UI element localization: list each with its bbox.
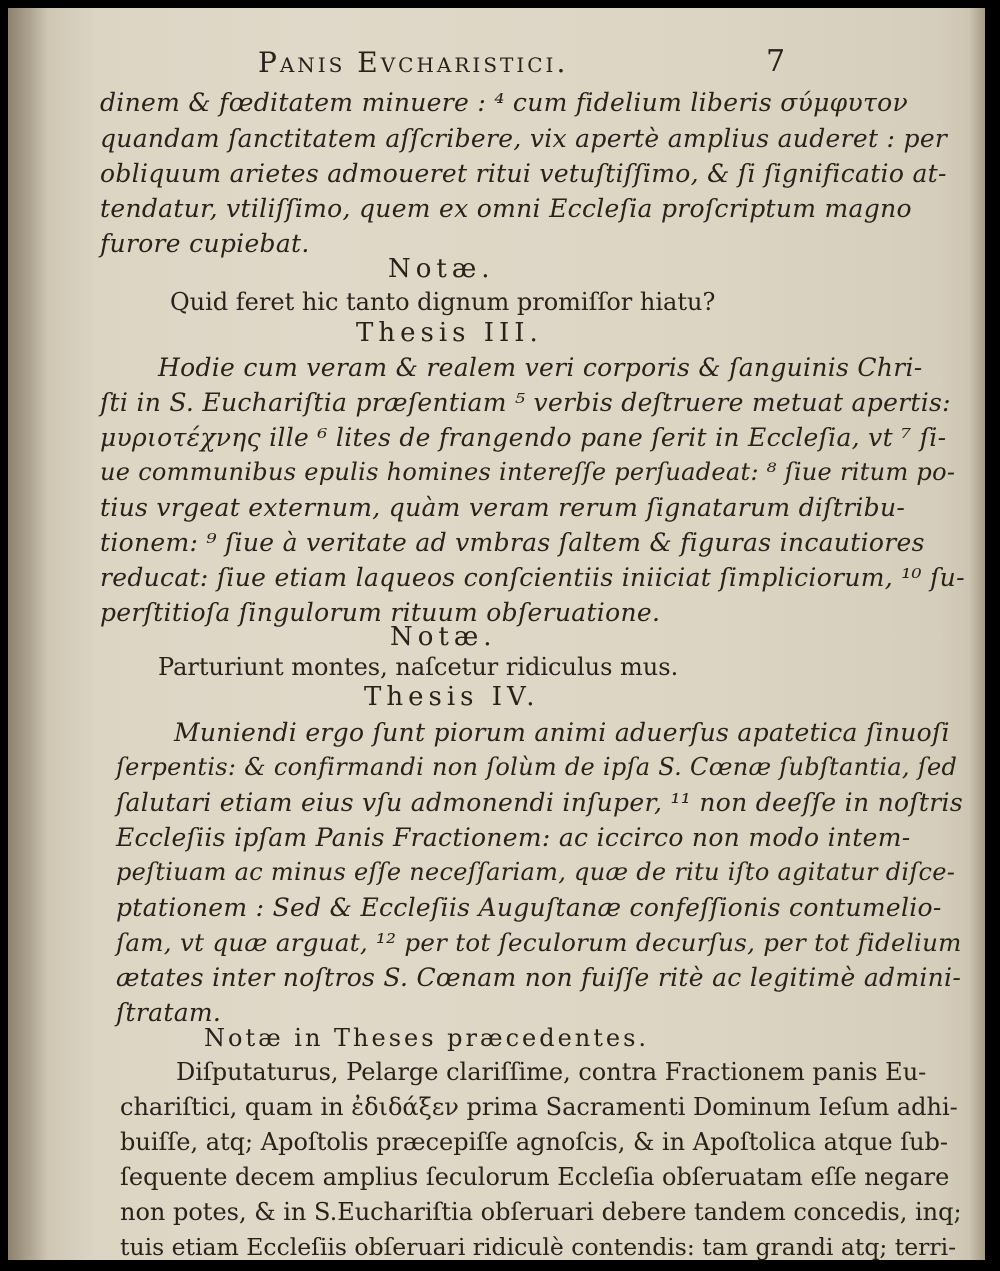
text-line: Diſputaturus, Pelarge clariſſime, contra Fractionem panis Eu- (176, 1058, 927, 1086)
thesis-heading: Thesis III. (356, 318, 543, 348)
thesis-heading: Thesis IV. (364, 682, 540, 712)
text-line: ſerpentis: & confirmandi non ſolùm de ipſa S. Cœnæ ſubſtantia, ſed (116, 753, 958, 781)
page-number: 7 (766, 44, 786, 79)
notae-heading: Notæ. (388, 254, 495, 284)
text-line: ſam, vt quæ arguat, ¹² per tot ſeculorum decurſus, per tot fidelium (116, 928, 962, 957)
notae-text: Quid feret hic tanto dignum promiſſor hiatu? (170, 288, 716, 316)
text-line: quandam ſanctitatem aſſcribere, vix apertè amplius auderet : per (100, 124, 948, 153)
text-line: μυριοτέχνης ille ⁶ lites de frangendo pane ſerit in Eccleſia, vt ⁷ ſi- (100, 423, 947, 452)
text-line: ſti in S. Euchariſtia præſentiam ⁵ verbis deſtruere metuat apertis: (100, 388, 951, 417)
text-line: non potes, & in S.Euchariſtia obſeruari debere tandem concedis, inq; (120, 1198, 962, 1226)
text-line: ſalutari etiam eius vſu admonendi inſuper, ¹¹ non deeſſe in noſtris (116, 788, 963, 817)
text-line: obliquum arietes admoueret ritui vetuſtiſſimo, & ſi ſignificatio at- (100, 159, 947, 188)
text-line: peſtiuam ac minus eſſe neceſſariam, quæ de ritu iſto agitatur diſce- (116, 858, 956, 886)
text-line: dinem & fœditatem minuere : ⁴ cum fidelium liberis σύμφυτον (100, 88, 908, 117)
page-text (8, 8, 985, 1260)
text-line: Muniendi ergo ſunt piorum animi aduerſus apatetica ſinuoſi (174, 718, 950, 747)
book-page (8, 8, 985, 1260)
text-line: ætates inter noſtros S. Cœnam non fuiſſe ritè ac legitimè admini- (116, 963, 962, 992)
text-line: buiſſe, atq; Apoſtolis præcepiſſe agnoſcis, & in Apoſtolica atque ſub- (120, 1128, 949, 1156)
text-line: ptationem : Sed & Eccleſiis Auguſtanæ confeſſionis contumelio- (116, 893, 942, 922)
text-line: reducat: ſiue etiam laqueos conſcientiis iniiciat ſimpliciorum, ¹⁰ ſu- (100, 563, 965, 592)
text-line: Hodie cum veram & realem veri corporis & ſanguinis Chri- (158, 353, 923, 382)
text-line: tius vrgeat externum, quàm veram rerum ſignatarum diſtribu- (100, 493, 906, 522)
text-line: chariſtici, quam in ἐδιδάξεν prima Sacramenti Dominum Ieſum adhi- (120, 1093, 958, 1121)
text-line: ue communibus epulis homines intereſſe perſuadeat: ⁸ ſiue ritum po- (100, 458, 956, 486)
text-line: tionem: ⁹ ſiue à veritate ad vmbras ſaltem & figuras incautiores (100, 528, 925, 557)
text-line: tuis etiam Eccleſiis obſeruari ridiculè contendis: tam grandi atq; terri- (120, 1233, 957, 1260)
notae-heading: Notæ. (390, 622, 497, 652)
text-line: tendatur, vtiliſſimo, quem ex omni Eccleſia proſcriptum magno (100, 194, 912, 223)
notae-heading: Notæ in Theses præcedentes. (204, 1024, 650, 1052)
text-line: furore cupiebat. (100, 229, 310, 258)
text-line: Eccleſiis ipſam Panis Fractionem: ac iccirco non modo intem- (116, 823, 911, 852)
text-line: ſequente decem amplius ſeculorum Eccleſia obſeruatam eſſe negare (120, 1163, 950, 1191)
notae-text: Parturiunt montes, naſcetur ridiculus mus. (158, 653, 679, 681)
text-line: perſtitioſa ſingulorum rituum obſeruatione. (100, 598, 661, 627)
running-title: Panis Evcharistici. (258, 46, 569, 79)
text-line: ſtratam. (116, 998, 222, 1027)
